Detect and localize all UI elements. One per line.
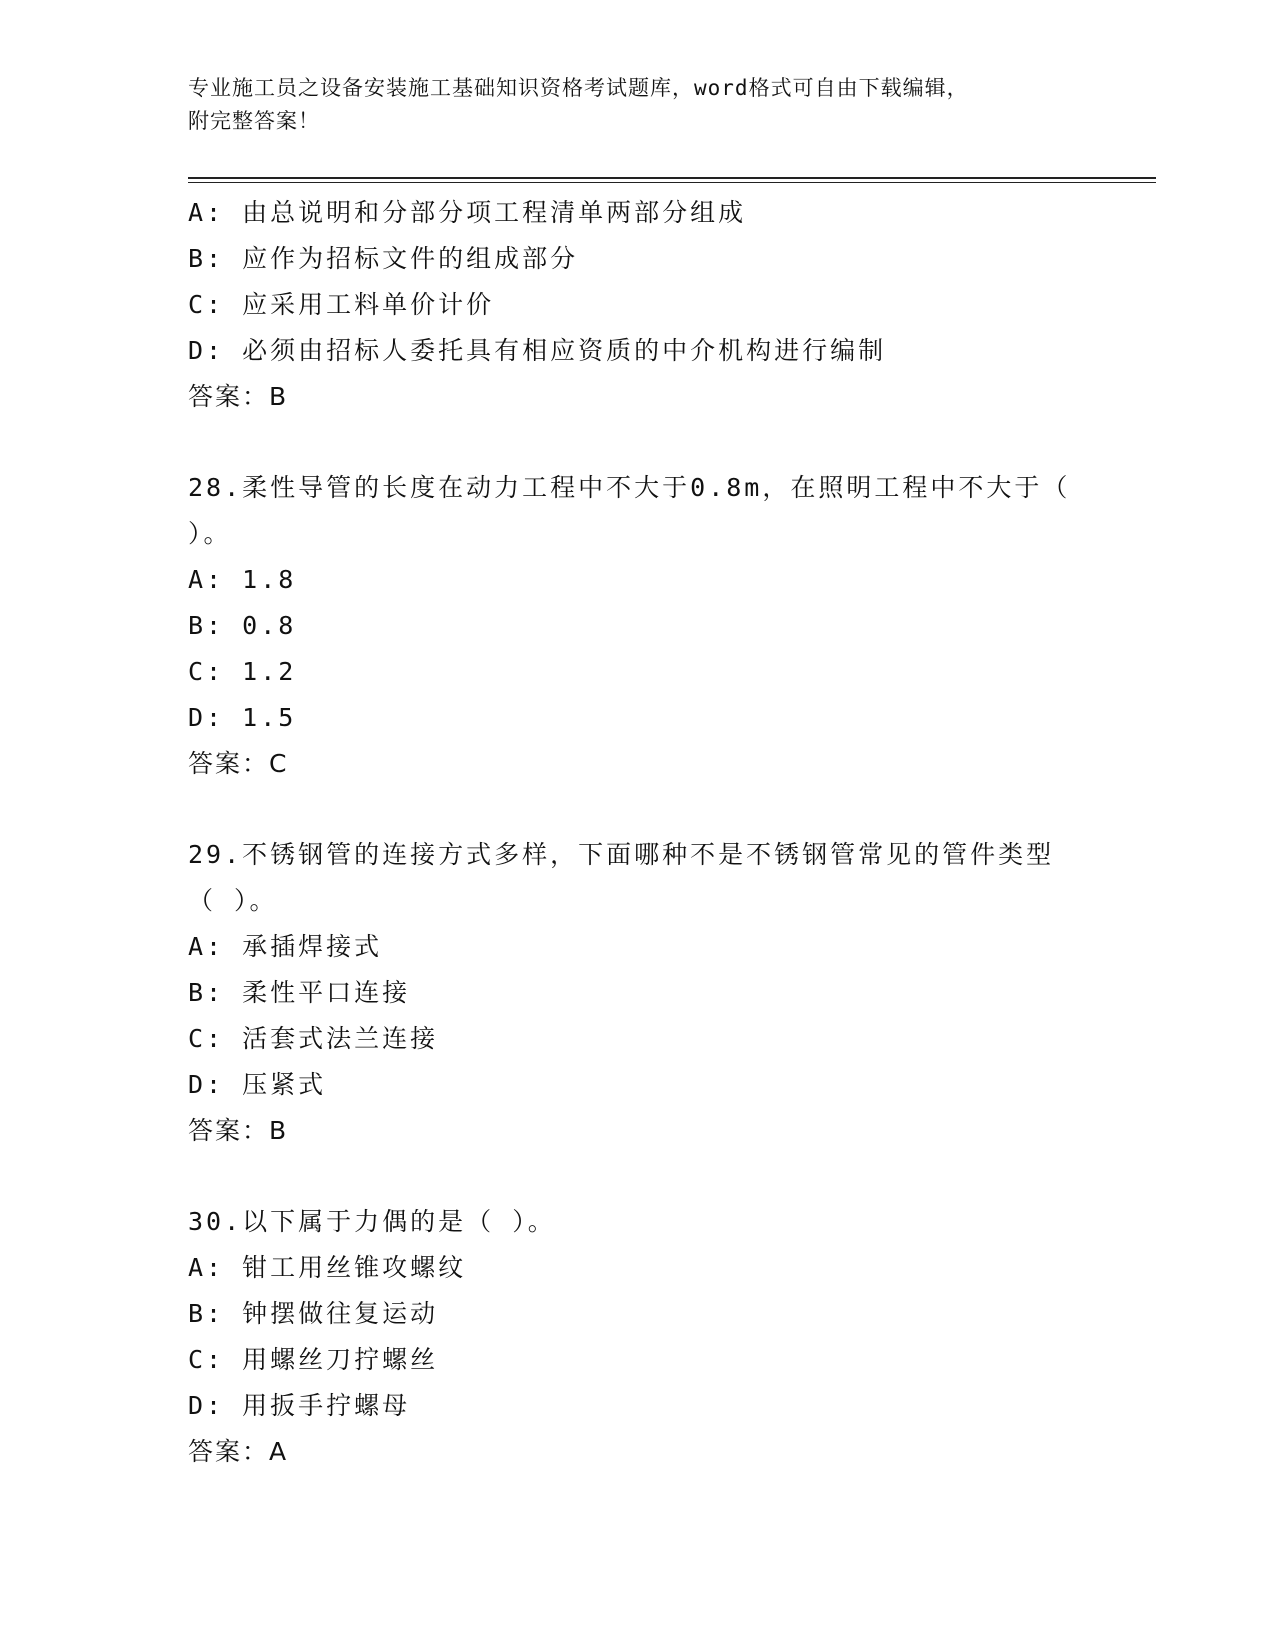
option-a: A: 1.8 [188,565,297,594]
question-list [188,190,1108,1475]
spacer [188,787,1108,832]
question-block-29 [188,832,1108,1154]
option-a: A: 由总说明和分部分项工程清单两部分组成 [188,198,747,227]
option-b: B: 钟摆做往复运动 [188,1299,439,1328]
option-c: C: 应采用工料单价计价 [188,290,495,319]
answer-label: 答案：B [188,382,289,411]
option-b: B: 0.8 [188,611,297,640]
question-block-30 [188,1199,1108,1475]
page-header [188,72,1088,138]
header-line-2: 附完整答案！ [188,109,320,133]
question-text-line-2: （ ）。 [188,886,278,915]
option-d: D: 1.5 [188,703,297,732]
spacer [188,420,1108,465]
option-d: D: 必须由招标人委托具有相应资质的中介机构进行编制 [188,336,887,365]
option-c: C: 1.2 [188,657,297,686]
option-b: B: 应作为招标文件的组成部分 [188,244,579,273]
header-divider-thin [188,182,1156,183]
header-divider-thick [188,177,1156,179]
question-block-27 [188,190,1108,420]
header-line-1: 专业施工员之设备安装施工基础知识资格考试题库，word格式可自由下载编辑， [188,76,969,100]
question-text-line-2: ）。 [188,519,232,548]
question-block-28 [188,465,1108,787]
option-c: C: 用螺丝刀拧螺丝 [188,1345,439,1374]
option-d: D: 用扳手拧螺母 [188,1391,411,1420]
spacer [188,1154,1108,1199]
answer-label: 答案：C [188,749,289,778]
question-text-line-1: 29.不锈钢管的连接方式多样，下面哪种不是不锈钢管常见的管件类型 [188,840,1055,869]
option-a: A: 承插焊接式 [188,932,383,961]
option-a: A: 钳工用丝锥攻螺纹 [188,1253,467,1282]
option-d: D: 压紧式 [188,1070,327,1099]
option-c: C: 活套式法兰连接 [188,1024,439,1053]
answer-label: 答案：A [188,1437,289,1466]
option-b: B: 柔性平口连接 [188,978,411,1007]
question-text-line-1: 28.柔性导管的长度在动力工程中不大于0.8m，在照明工程中不大于（ [188,473,1071,502]
question-text-line-1: 30.以下属于力偶的是（ ）。 [188,1207,556,1236]
answer-label: 答案：B [188,1116,289,1145]
